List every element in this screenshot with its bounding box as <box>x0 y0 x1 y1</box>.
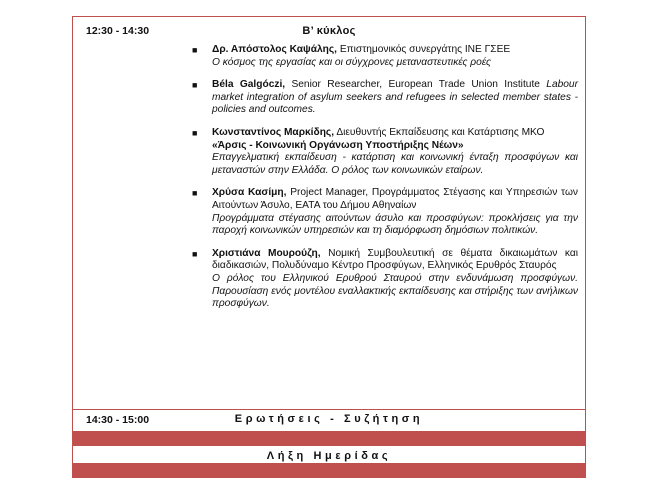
speaker-name: Δρ. Απόστολος Καψάλης, <box>212 44 337 55</box>
speaker-affiliation: Διευθυντής Εκπαίδευσης και Κατάρτισης ΜΚΟ <box>334 126 545 138</box>
talk-item <box>192 79 578 117</box>
talk-title: Επαγγελματική εκπαίδευση - κατάρτιση και κοινωνική ένταξη προσφύγων και μεταναστών στην Ελλάδα. Ο ρόλος των κοινωνικών εταίρων. <box>212 152 578 176</box>
speaker-affiliation: Project Manager, Προγράμματος Στέγασης και Υπηρεσιών των Αιτούντων Άσυλο, ΕΑΤΑ του Δήμου Αθηναίων <box>212 187 578 211</box>
discussion-time: 14:30 - 15:00 <box>86 414 150 426</box>
bullet-icon: ■ <box>192 80 198 91</box>
speaker-affiliation: Νομική Συμβουλευτική σε θέματα δικαιωμάτων και διαδικασιών, Πολυδύναμο Κέντρο Προσφύγων, Ελληνικός Ερυθρός Σταυρός <box>212 247 579 272</box>
speaker-name: Κωνσταντίνος Μαρκίδης, <box>212 126 335 138</box>
talk-title: Ο ρόλος του Ελληνικού Ερυθρού Σταυρού στην ενδυνάμωση προσφύγων. Παρουσίαση ενός μοντέλου εναλλακτικής εκπαίδευσης και στήριξης των ανήλικων προσφύγων. <box>212 272 578 310</box>
table-top-border <box>72 16 586 17</box>
speaker-name: Béla Galgóczi, <box>212 79 286 91</box>
session-title: Β’ κύκλος <box>302 25 356 37</box>
accent-band-bottom <box>72 463 586 478</box>
closing-title: Λήξη Ημερίδας <box>266 450 392 462</box>
bullet-icon: ■ <box>192 188 198 199</box>
bullet-icon: ■ <box>192 127 198 138</box>
session-time: 12:30 - 14:30 <box>86 25 150 37</box>
talk-item <box>192 44 578 69</box>
discussion-title: Ερωτήσεις - Συζήτηση <box>234 413 424 425</box>
speaker-name: Χρύσα Κασίμη, <box>212 187 287 199</box>
speaker-affiliation: Επιστημονικός συνεργάτης ΙΝΕ ΓΣΕΕ <box>336 44 511 55</box>
talk-title: Ο κόσμος της εργασίας και οι σύγχρονες μεταναστευτικές ροές <box>212 56 491 68</box>
talk-list <box>192 44 578 321</box>
talk-item <box>192 127 578 177</box>
speaker-organization: «Άρσις - Κοινωνική Οργάνωση Υποστήριξης Νέων» <box>212 139 464 151</box>
talk-item <box>192 187 578 237</box>
talk-title: Προγράμματα στέγασης αιτούντων άσυλο και προσφύγων: προκλήσεις για την παροχή κοινωνικών υπηρεσιών και τη διαμόρφωση δημόσιων πολιτικών. <box>212 212 578 237</box>
speaker-name: Χριστιάνα Μουρούζη, <box>212 247 321 259</box>
accent-band <box>72 431 586 446</box>
bullet-icon: ■ <box>192 45 198 55</box>
bullet-icon: ■ <box>192 248 198 259</box>
speaker-affiliation: Senior Researcher, European Trade Union Institute <box>285 79 540 91</box>
talk-title: Labour market integration of asylum seekers and refugees in selected member states - policies and outcomes. <box>212 79 578 116</box>
row-divider <box>72 409 586 410</box>
talk-item <box>192 248 578 311</box>
